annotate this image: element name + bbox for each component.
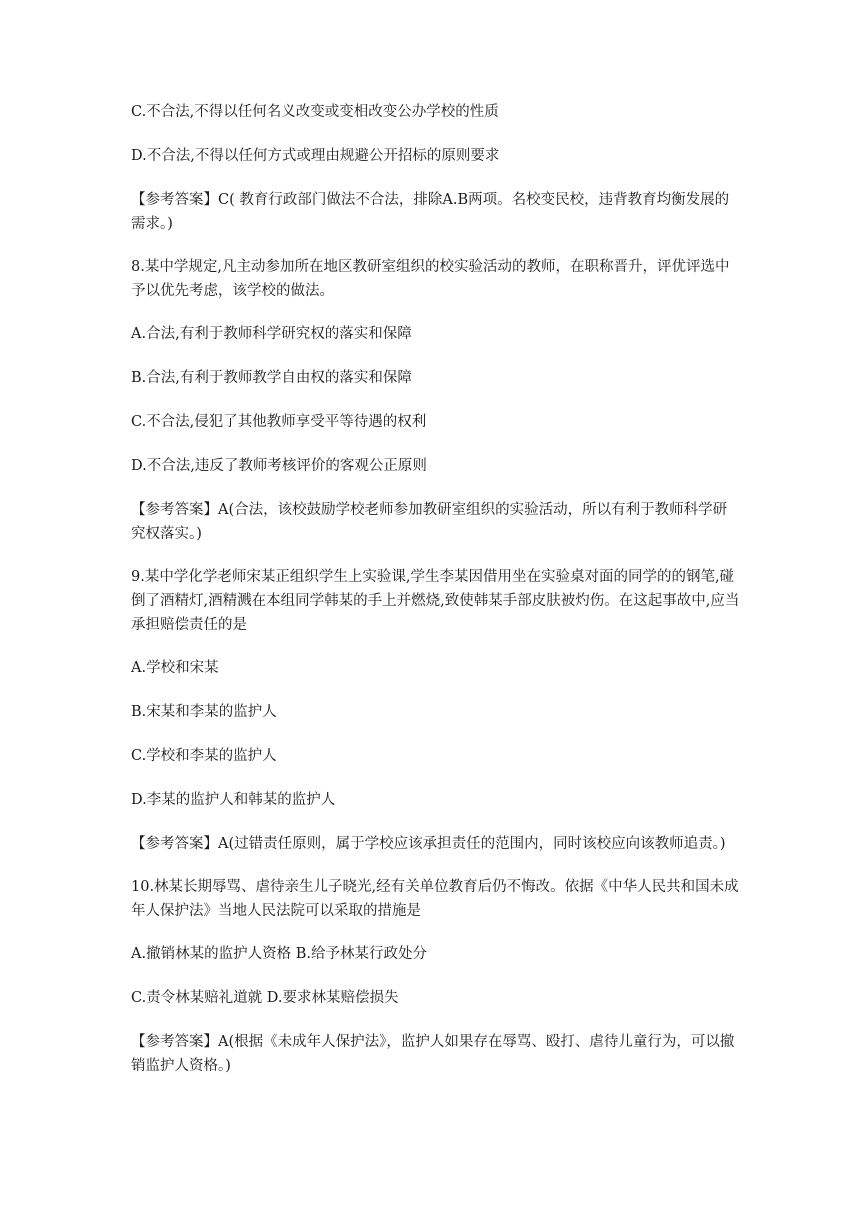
- reference-answer: 【参考答案】A(合法，该校鼓励学校老师参加教研室组织的实验活动，所以有利于教师科学研究权落实。): [131, 502, 728, 542]
- options-c-d: C.责令林某赔礼道就 D.要求林某赔偿损失: [131, 990, 399, 1006]
- option-c: C.不合法,不得以任何名义改变或变相改变公办学校的性质: [131, 104, 499, 120]
- option-a: A.学校和宋某: [131, 660, 219, 676]
- option-a: A.合法,有利于教师科学研究权的落实和保障: [131, 326, 412, 342]
- option-b: B.合法,有利于教师教学自由权的落实和保障: [131, 370, 412, 386]
- question-9: 9.某中学化学老师宋某正组织学生上实验课,学生李某因借用坐在实验桌对面的同学的的钢笔,碰倒了酒精灯,酒精溅在本组同学韩某的手上并燃烧,致使韩某手部皮肤被灼伤。在这起事故中,应当承担赔偿责任的是: [131, 569, 740, 633]
- reference-answer: 【参考答案】A(过错责任原则，属于学校应该承担责任的范围内，同时该校应向该教师追责。): [131, 836, 726, 852]
- option-d: D.李某的监护人和韩某的监护人: [131, 792, 336, 808]
- option-b: B.宋某和李某的监护人: [131, 704, 277, 720]
- option-d: D.不合法,违反了教师考核评价的客观公正原则: [131, 458, 427, 474]
- reference-answer: 【参考答案】C( 教育行政部门做法不合法，排除A.B两项。名校变民校，违背教育均衡发展的需求。): [131, 192, 730, 232]
- option-c: C.学校和李某的监护人: [131, 748, 277, 764]
- options-a-b: A.撤销林某的监护人资格 B.给予林某行政处分: [131, 946, 427, 962]
- question-10: 10.林某长期辱骂、虐待亲生儿子晓光,经有关单位教育后仍不悔改。依据《中华人民共和国未成年人保护法》当地人民法院可以采取的措施是: [131, 879, 739, 919]
- question-8: 8.某中学规定,凡主动参加所在地区教研室组织的校实验活动的教师，在职称晋升，评优评选中予以优先考虑，该学校的做法。: [131, 259, 730, 299]
- option-d: D.不合法,不得以任何方式或理由规避公开招标的原则要求: [131, 148, 500, 164]
- reference-answer: 【参考答案】A(根据《未成年人保护法》，监护人如果存在辱骂、殴打、虐待儿童行为，可以撤销监护人资格。): [131, 1034, 735, 1074]
- option-c: C.不合法,侵犯了其他教师享受平等待遇的权利: [131, 414, 427, 430]
- document-page: [131, 100, 741, 1097]
